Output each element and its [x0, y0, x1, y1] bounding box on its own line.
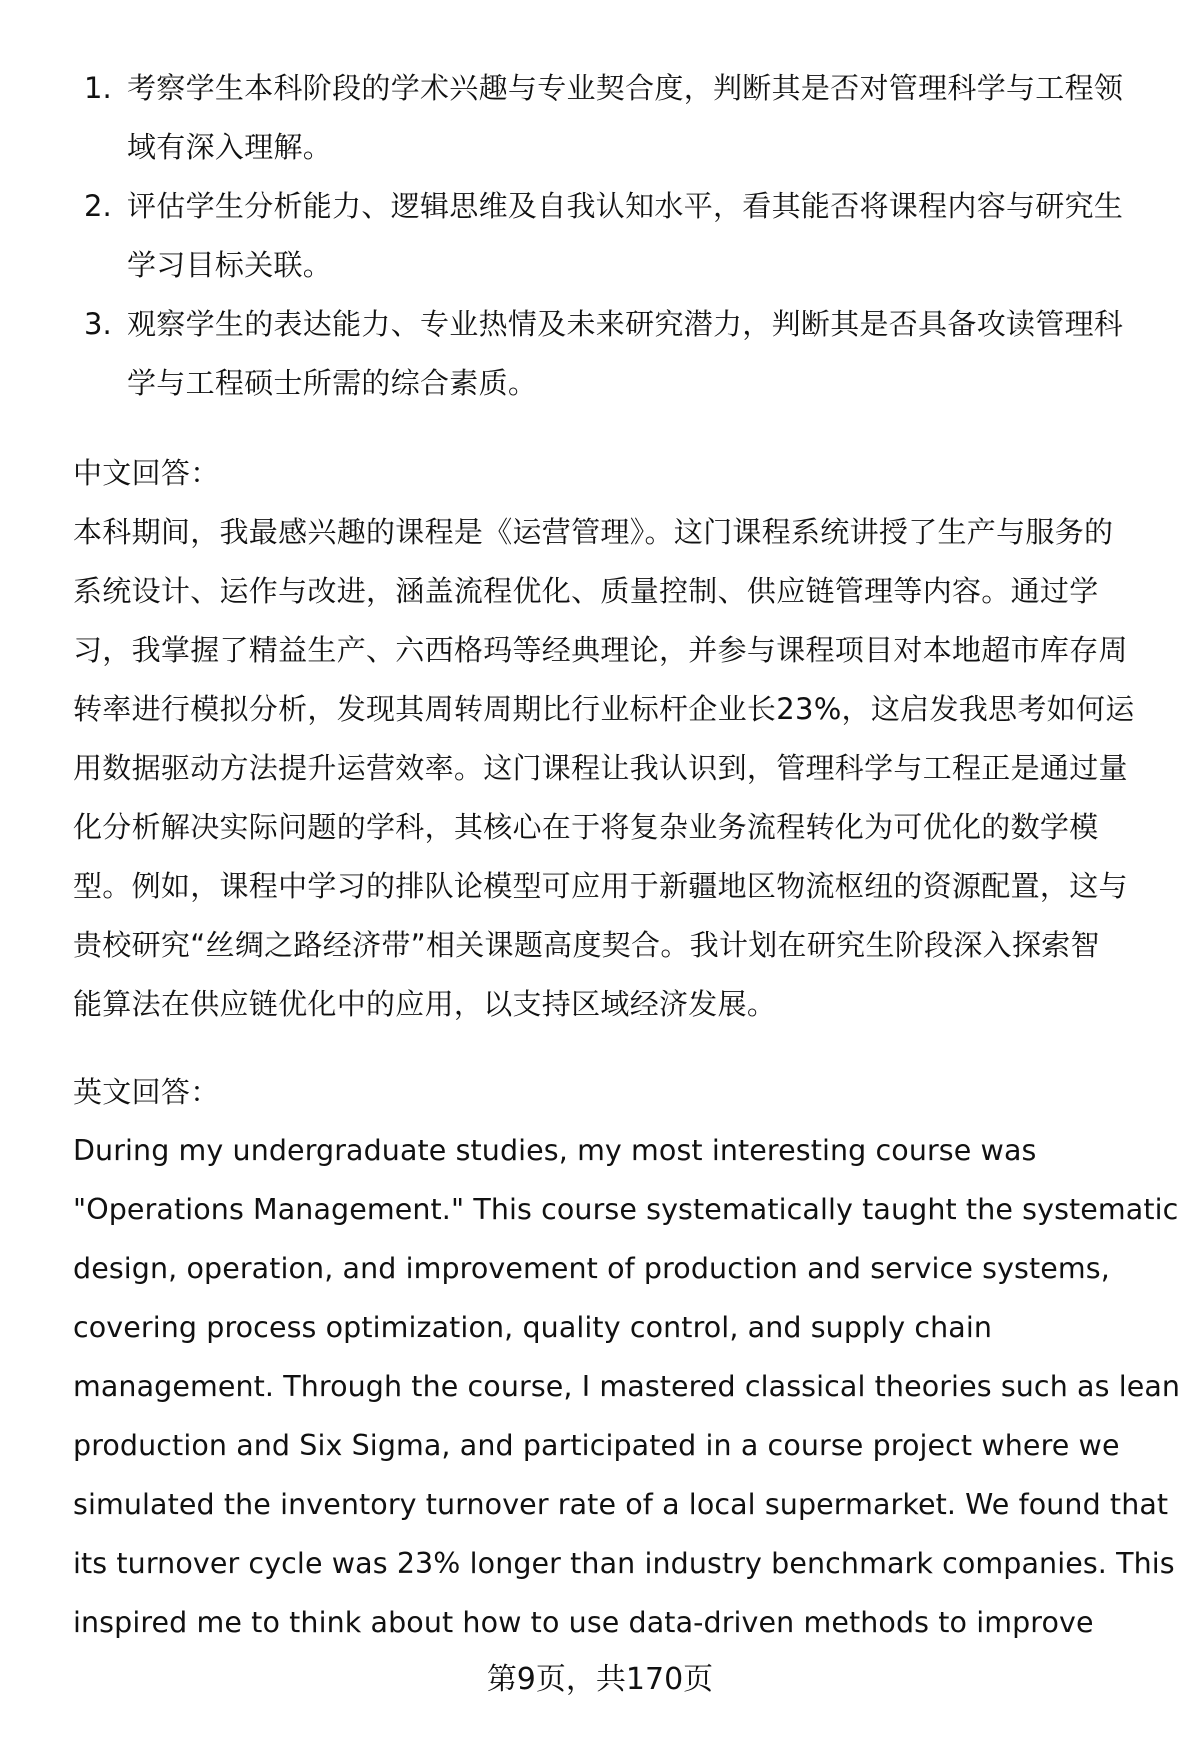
list-number: 2. — [84, 189, 112, 223]
english-answer-line: inspired me to think about how to use data-driven methods to improve — [73, 1606, 1094, 1639]
list-number: 1. — [84, 71, 112, 105]
list-item-text: 学习目标关联。 — [127, 248, 333, 282]
chinese-answer-line: 用数据驱动方法提升运营效率。这门课程让我认识到，管理科学与工程正是通过量 — [73, 751, 1128, 785]
english-answer-heading: 英文回答： — [73, 1075, 220, 1109]
chinese-answer-line: 系统设计、运作与改进，涵盖流程优化、质量控制、供应链管理等内容。通过学 — [73, 574, 1099, 608]
english-answer-line: management. Through the course, I mastered classical theories such as lean — [73, 1370, 1181, 1403]
list-item-text: 评估学生分析能力、逻辑思维及自我认知水平，看其能否将课程内容与研究生 — [127, 189, 1124, 223]
list-item-text: 学与工程硕士所需的综合素质。 — [127, 366, 538, 400]
chinese-answer-line: 化分析解决实际问题的学科，其核心在于将复杂业务流程转化为可优化的数学模 — [73, 810, 1099, 844]
list-item-text: 观察学生的表达能力、专业热情及未来研究潜力，判断其是否具备攻读管理科 — [127, 307, 1124, 341]
chinese-answer-heading: 中文回答： — [73, 456, 220, 490]
chinese-answer-line: 型。例如，课程中学习的排队论模型可应用于新疆地区物流枢纽的资源配置，这与 — [73, 869, 1128, 903]
english-answer-line: "Operations Management." This course systematically taught the systematic — [73, 1193, 1179, 1226]
english-answer-line: design, operation, and improvement of production and service systems, — [73, 1252, 1110, 1285]
chinese-answer-line: 本科期间，我最感兴趣的课程是《运营管理》。这门课程系统讲授了生产与服务的 — [73, 515, 1114, 549]
list-number: 3. — [84, 307, 112, 341]
english-answer-line: simulated the inventory turnover rate of a local supermarket. We found that — [73, 1488, 1169, 1521]
list-item-text: 考察学生本科阶段的学术兴趣与专业契合度，判断其是否对管理科学与工程领 — [127, 71, 1124, 105]
chinese-answer-line: 贵校研究“丝绸之路经济带”相关课题高度契合。我计划在研究生阶段深入探索智 — [73, 928, 1100, 962]
english-answer-line: covering process optimization, quality control, and supply chain — [73, 1311, 993, 1344]
chinese-answer-line: 转率进行模拟分析，发现其周转周期比行业标杆企业长23%，这启发我思考如何运 — [73, 692, 1135, 726]
english-answer-line: its turnover cycle was 23% longer than industry benchmark companies. This — [73, 1547, 1175, 1580]
english-answer-line: production and Six Sigma, and participated in a course project where we — [73, 1429, 1120, 1462]
english-answer-line: During my undergraduate studies, my most interesting course was — [73, 1134, 1037, 1167]
list-item-text: 域有深入理解。 — [127, 130, 333, 164]
page-number: 第9页，共170页 — [486, 1662, 714, 1697]
chinese-answer-line: 习，我掌握了精益生产、六西格玛等经典理论，并参与课程项目对本地超市库存周 — [73, 633, 1128, 667]
chinese-answer-line: 能算法在供应链优化中的应用，以支持区域经济发展。 — [73, 987, 777, 1021]
